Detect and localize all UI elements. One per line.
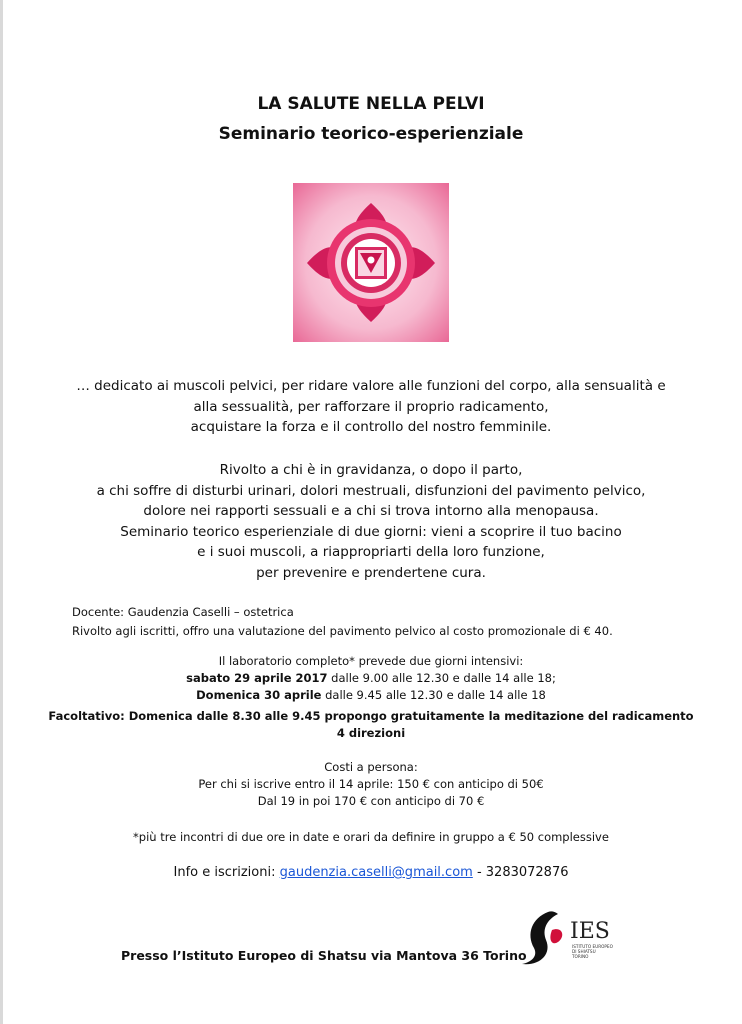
page-title: LA SALUTE NELLA PELVI [257,94,485,114]
text-line: Seminario teorico esperienziale di due giorni: vieni a scoprire il tuo bacino [120,523,622,540]
text-line: dolore nei rapporti sessuali e a chi si trova intorno alla menopausa. [143,503,599,519]
venue-footer: Presso l’Istituto Europeo di Shatsu via Mantova 36 Torino [121,948,527,963]
text-line: acquistare la forza e il controllo del nostro femminile. [190,419,552,435]
logo-small-text: ISTITUTO EUROPEO [572,944,613,949]
costs-block [0,759,742,810]
cost-line: Dal 19 in poi 170 € con anticipo di 70 € [257,794,485,808]
text-line: a chi soffre di disturbi urinari, dolori mestruali, disfunzioni del pavimento pelvico, [96,482,646,499]
contact-line [0,865,742,880]
extra-meetings-note: *più tre incontri di due ore in date e orari da definire in gruppo a € 50 complessive [133,830,609,844]
text-line: e i suoi muscoli, a riappropriarti della loro funzione, [197,544,545,560]
intro-paragraph [0,376,742,438]
phone-number: - 3283072876 [472,865,569,880]
cost-line: Per chi si iscrive entro il 14 aprile: 150 € con anticipo di 50€ [198,777,544,791]
docente-line: Docente: Gaudenzia Caselli – ostetrica [72,605,294,619]
audience-paragraph [0,460,742,583]
lab-day2-line [0,687,742,704]
evaluation-offer-line: Rivolto agli iscritti, offro una valutazione del pavimento pelvico al costo promozionale di € 40. [72,624,613,638]
contact-label: Info e iscrizioni: [173,865,280,880]
text-line: alla sessualità, per rafforzare il proprio radicamento, [193,398,549,415]
lab-intro-line: Il laboratorio completo* prevede due giorni intensivi: [218,654,524,668]
email-link[interactable]: gaudenzia.caselli@gmail.com [279,865,473,880]
optional-meditation [0,708,742,742]
logo-text: IES [570,919,610,944]
lab-day1-line [0,670,742,687]
text-line: 4 direzioni [336,726,406,740]
ies-logo-icon [518,908,630,966]
text-line: Facoltativo: Domenica dalle 8.30 alle 9.45 propongo gratuitamente la meditazione del radicamento [48,709,694,723]
text-line: per prevenire e prendertene cura. [256,564,486,581]
text-line: Rivolto a chi è in gravidanza, o dopo il parto, [219,462,523,478]
logo-small-text: TORINO [572,954,589,959]
lab-schedule [0,653,742,704]
page-subtitle: Seminario teorico-esperienziale [218,124,524,144]
day1-date: sabato 29 aprile 2017 [186,671,328,685]
text-line: … dedicato ai muscoli pelvici, per ridare valore alle funzioni del corpo, alla sensualità e [76,378,666,394]
muladhara-chakra-lotus-icon [293,183,449,342]
day2-hours: dalle 9.45 alle 12.30 e dalle 14 alle 18 [321,688,546,702]
costs-heading: Costi a persona: [324,760,418,774]
logo-small-text: DI SHIATSU [572,949,596,954]
day1-hours: dalle 9.00 alle 12.30 e dalle 14 alle 18; [327,671,556,685]
day2-date: Domenica 30 aprile [196,688,322,702]
